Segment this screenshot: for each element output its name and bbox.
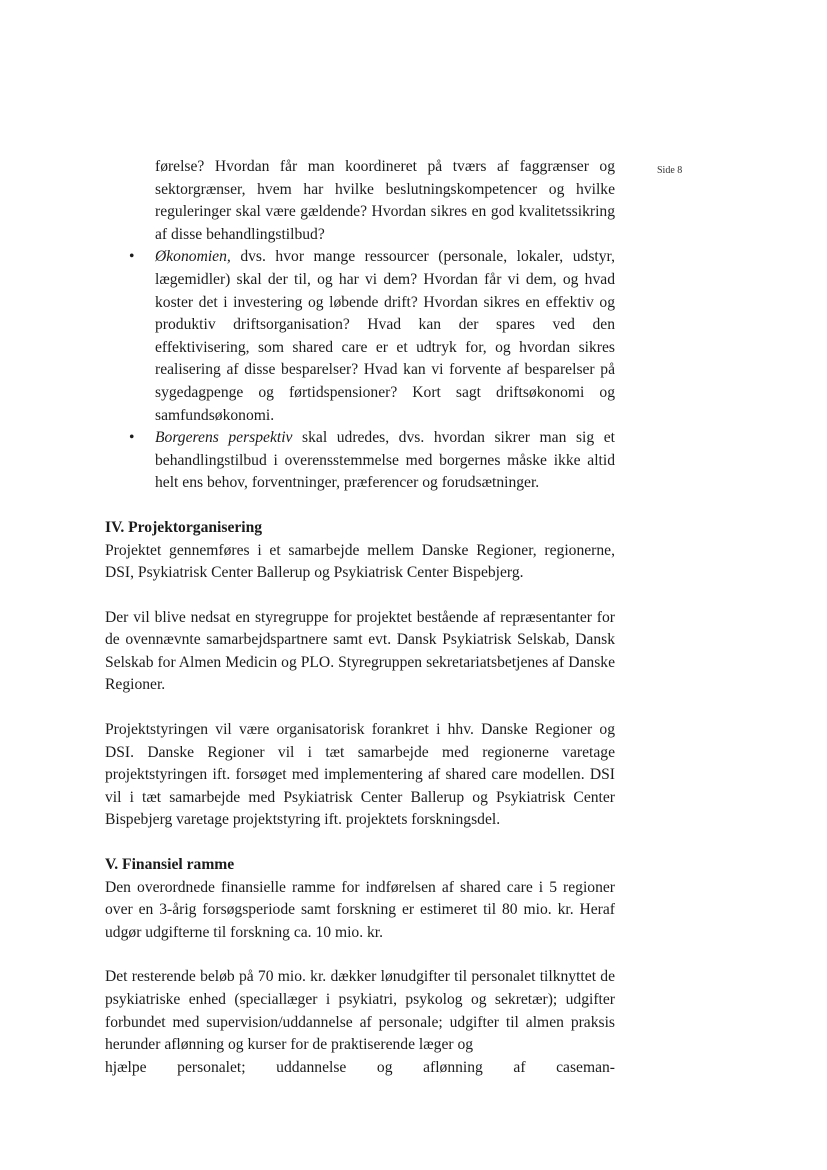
bullet-citizen-perspective — [155, 427, 615, 495]
section-financial-frame — [105, 854, 615, 1079]
paragraph: Den overordnede finansielle ramme for indførelsen af shared care i 5 regioner over en 3-årig forsøgsperiode samt forskning er estimeret til 80 mio. kr. Heraf udgør udgifterne til forskning ca. 10 mio. kr. — [105, 878, 615, 941]
word: hjælpe — [105, 1058, 147, 1076]
section-heading-finance: V. Finansiel ramme — [105, 856, 235, 874]
bullet-list — [105, 246, 615, 495]
bullet-term-economy: Økonomien, — [155, 248, 231, 266]
paragraph: Der vil blive nedsat en styregruppe for projektet bestående af repræsentanter for de ovennævnte samarbejdspartnere samt evt. Dansk Psykiatrisk Selskab, Dansk Selskab for Almen Medicin og PLO. Styregruppen sekretariatsbetjenes af Danske Regioner. — [105, 608, 615, 694]
word: af — [513, 1058, 526, 1076]
page-number: Side 8 — [657, 165, 683, 176]
word: aflønning — [423, 1058, 483, 1076]
paragraph-last-line — [105, 1057, 615, 1080]
section-heading-organisation: IV. Projektorganisering — [105, 518, 263, 536]
word: uddannelse — [276, 1058, 347, 1076]
word: caseman- — [556, 1058, 615, 1076]
bullet-term-citizen: Borgerens perspektiv — [155, 429, 293, 447]
bullet-text-economy: dvs. hvor mange ressourcer (personale, lokaler, udstyr, lægemidler) skal der til, og har vi dem? Hvordan får vi dem, og hvad koster det i investering og løbende drift? Hvordan sikres en effektiv og produktiv driftsorganisation? Hvad kan der spares ved den effektivisering, som shared care er et udtryk for, og hvordan sikres realisering af disse besparelser? Hvad kan vi forvente af besparelser på sygedagpenge og førtidspensioner? Kort sagt driftsøkonomi og samfundsøkonomi. — [155, 248, 615, 424]
intro-continuation: førelse? Hvordan får man koordineret på tværs af faggrænser og sektorgrænser, hvem har hvilke beslutningskompetencer og hvilke reguleringer skal være gældende? Hvordan sikres en god kvalitetssikring af disse behandlingstilbud? — [155, 158, 615, 243]
document-body — [105, 156, 615, 1079]
bullet-text-citizen: skal udredes, dvs. hvordan sikrer man sig et behandlingstilbud i overensstemmelse med borgernes måske ikke altid helt ens behov, forventninger, præferencer og forudsætninger. — [155, 429, 615, 492]
paragraph: Projektstyringen vil være organisatorisk forankret i hhv. Danske Regioner og DSI. Danske Regioner vil i tæt samarbejde med regionerne varetage projektstyringen ift. forsøget med implementering af shared care modellen. DSI vil i tæt samarbejde med Psykiatrisk Center Ballerup og Psykiatrisk Center Bispebjerg varetage projektstyring ift. projektets forskningsdel. — [105, 721, 615, 829]
bullet-economy — [155, 246, 615, 427]
section-project-organisation — [105, 517, 615, 832]
word: og — [376, 1058, 393, 1076]
word: personalet; — [177, 1058, 246, 1076]
paragraph: Projektet gennemføres i et samarbejde mellem Danske Regioner, regionerne, DSI, Psykiatrisk Center Ballerup og Psykiatrisk Center Bispebjerg. — [105, 541, 615, 582]
paragraph: Det resterende beløb på 70 mio. kr. dækker lønudgifter til personalet tilknyttet de psykiatriske enhed (speciallæger i psykiatri, psykolog og sekretær); udgifter forbundet med supervision/uddannelse af personale; udgifter til almen praksis herunder aflønning og kurser for de praktiserende læger og — [105, 968, 615, 1054]
